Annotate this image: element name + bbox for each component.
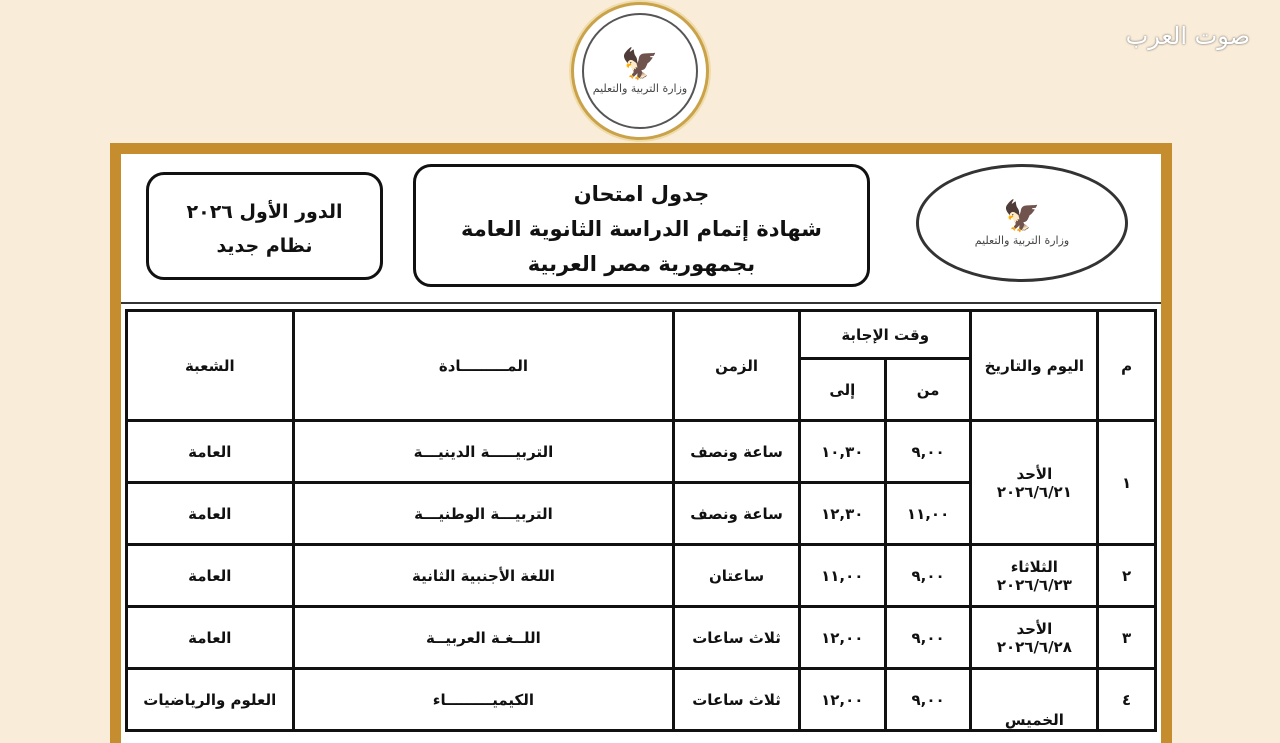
row-no: ٢ <box>1098 545 1156 607</box>
row-to: ١١,٠٠ <box>799 545 885 607</box>
day: الأحد <box>1016 619 1053 638</box>
date: ٢٠٢٦/٦/٢١ <box>996 482 1072 501</box>
row-no: ١ <box>1098 421 1156 545</box>
row-no: ٣ <box>1098 607 1156 669</box>
exam-round: الدور الأول ٢٠٢٦ <box>186 201 343 223</box>
row-to: ١٢,٣٠ <box>799 483 885 545</box>
exam-system: نظام جديد <box>216 235 313 257</box>
round-box <box>146 172 383 280</box>
document-frame <box>110 143 1172 743</box>
row-from: ٩,٠٠ <box>885 545 971 607</box>
exam-schedule-table <box>125 309 1157 732</box>
day: الأحد <box>1016 464 1053 483</box>
row-duration: ساعة ونصف <box>674 483 800 545</box>
day: الثلاثاء <box>1010 557 1058 576</box>
header-to: إلى <box>799 359 885 421</box>
row-subject: اللغة الأجنبية الثانية <box>293 545 674 607</box>
day: الخميس <box>1004 711 1064 729</box>
row-subject: الكيميـــــــــاء <box>293 669 674 731</box>
row-branch: العامة <box>127 421 294 483</box>
row-day <box>971 669 1098 731</box>
row-duration: ثلاث ساعات <box>674 607 800 669</box>
table-row <box>127 545 1156 607</box>
row-day <box>971 545 1098 607</box>
row-day <box>971 421 1098 545</box>
row-to: ١٢,٠٠ <box>799 607 885 669</box>
header-duration: الزمن <box>674 311 800 421</box>
row-branch: العامة <box>127 483 294 545</box>
row-from: ٩,٠٠ <box>885 669 971 731</box>
row-from: ١١,٠٠ <box>885 483 971 545</box>
ministry-logo <box>571 2 709 140</box>
watermark: صوت العرب <box>1125 22 1250 50</box>
row-subject: التربيـــــة الدينيـــة <box>293 421 674 483</box>
row-no: ٤ <box>1098 669 1156 731</box>
eagle-icon: 🦅 <box>1003 199 1041 234</box>
header-no: م <box>1098 311 1156 421</box>
row-subject: اللــغـة العربيــة <box>293 607 674 669</box>
header-subject: المـــــــــادة <box>293 311 674 421</box>
table-row <box>127 669 1156 731</box>
ministry-logo-right <box>916 164 1128 282</box>
header-branch: الشعبة <box>127 311 294 421</box>
date: ٢٠٢٦/٦/٢٨ <box>996 637 1072 656</box>
table-row <box>127 421 1156 483</box>
row-day <box>971 607 1098 669</box>
row-duration: ساعتان <box>674 545 800 607</box>
eagle-icon: 🦅 <box>621 47 659 82</box>
row-from: ٩,٠٠ <box>885 607 971 669</box>
row-branch: العلوم والرياضيات <box>127 669 294 731</box>
logo-text: وزارة التربية والتعليم <box>974 234 1070 247</box>
row-branch: العامة <box>127 607 294 669</box>
row-to: ١٢,٠٠ <box>799 669 885 731</box>
title-line-1: جدول امتحان <box>573 182 710 206</box>
logo-text: وزارة التربية والتعليم <box>592 82 688 95</box>
title-line-3: بجمهورية مصر العربية <box>527 252 756 276</box>
row-branch: العامة <box>127 545 294 607</box>
row-from: ٩,٠٠ <box>885 421 971 483</box>
title-line-2: شهادة إتمام الدراسة الثانوية العامة <box>461 217 822 241</box>
header-answer-time: وقت الإجابة <box>799 311 971 359</box>
title-box <box>413 164 870 287</box>
header-from: من <box>885 359 971 421</box>
row-subject: التربيـــة الوطنيـــة <box>293 483 674 545</box>
row-duration: ساعة ونصف <box>674 421 800 483</box>
row-duration: ثلاث ساعات <box>674 669 800 731</box>
date: ٢٠٢٦/٦/٢٣ <box>996 575 1072 594</box>
row-to: ١٠,٣٠ <box>799 421 885 483</box>
header-day: اليوم والتاريخ <box>971 311 1098 421</box>
divider <box>121 302 1161 304</box>
table-row <box>127 607 1156 669</box>
